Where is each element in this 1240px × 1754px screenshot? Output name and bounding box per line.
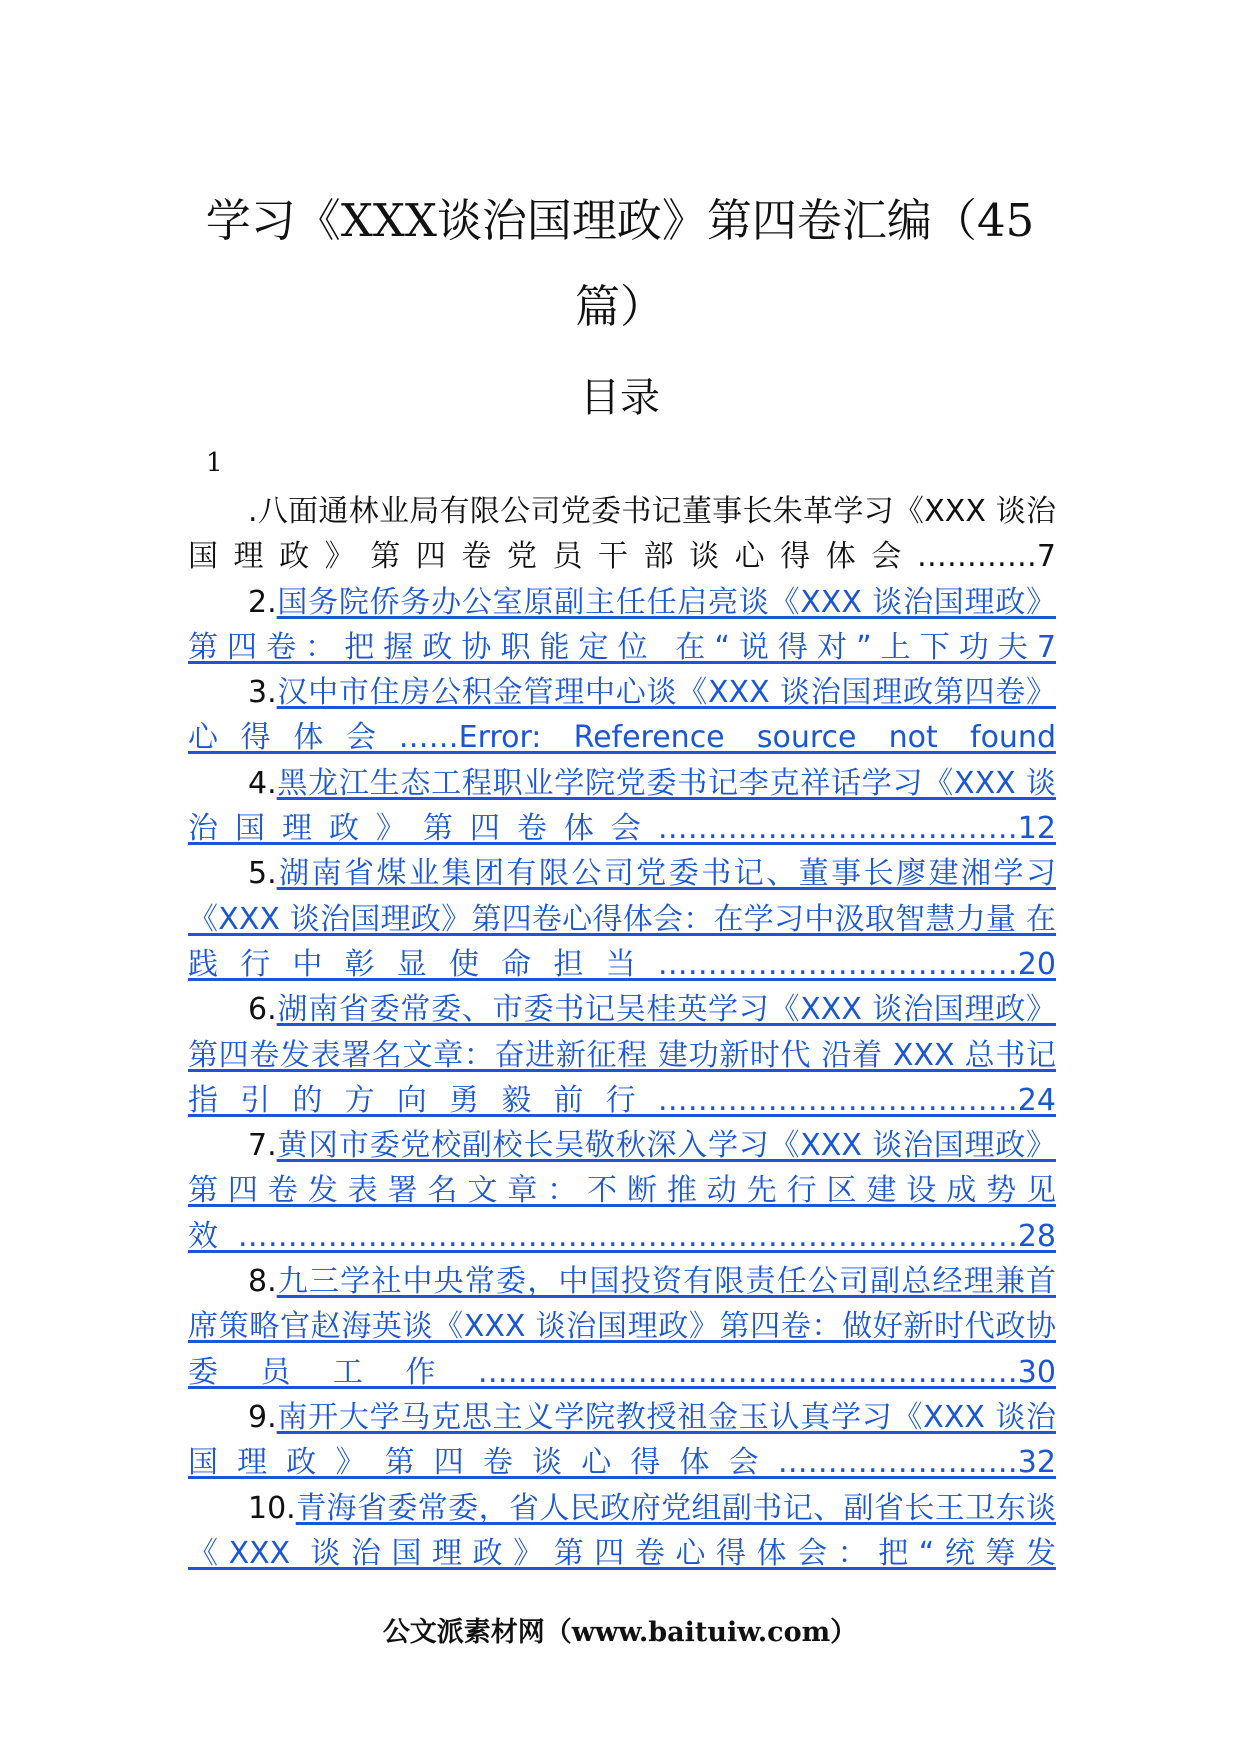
document-title [150,178,1090,350]
toc-entry-link[interactable]: 青海省委常委，省人民政府党组副书记、副省长王卫东谈《XXX 谈治国理政》第四卷心得体会：把“统筹发 [188,1490,1056,1571]
toc-entry[interactable] [188,1123,1056,1259]
toc-entry [188,489,1056,580]
footer-watermark: 公文派素材网（www.baituiw.com） [382,1617,858,1648]
title-line-1: 学习《XXX谈治国理政》第四卷汇编（45 [205,194,1035,247]
toc-entry-link[interactable]: 汉中市住房公积金管理中心谈《XXX 谈治国理政第四卷》心得体会……Error: Reference source not found [188,675,1056,756]
toc-entry[interactable] [188,1486,1056,1577]
toc-entry-link[interactable]: 湖南省煤业集团有限公司党委书记、董事长廖建湘学习《XXX 谈治国理政》第四卷心得体会：在学习中汲取智慧力量 在践行中彰显使命担当………………………………20 [188,856,1056,982]
toc-entry-number: 9. [248,1399,277,1435]
toc-entry[interactable] [188,580,1056,671]
table-of-contents [188,489,1056,1576]
toc-entry[interactable] [188,987,1056,1123]
toc-entry-link[interactable]: 黄冈市委党校副校长吴敬秋深入学习《XXX 谈治国理政》第四卷发表署名文章：不断推动先行区建设成势见效……………………………………………………………………28 [188,1128,1056,1254]
toc-entry[interactable] [188,1259,1056,1395]
toc-entry-link[interactable]: 南开大学马克思主义学院教授祖金玉认真学习《XXX 谈治国理政》第四卷谈心得体会……………………32 [188,1399,1056,1481]
toc-entry[interactable] [188,851,1056,987]
toc-entry-number: 10. [248,1490,296,1526]
toc-entry-link[interactable]: 国务院侨务办公室原副主任任启亮谈《XXX 谈治国理政》第四卷：把握政协职能定位 在“说得对”上下功夫7 [188,584,1056,665]
toc-entry[interactable] [188,761,1056,852]
toc-entry-number: 8. [248,1264,277,1300]
title-line-2: 篇） [574,280,665,333]
toc-entry-link[interactable]: 黑龙江生态工程职业学院党委书记李克祥话学习《XXX 谈治国理政》第四卷体会………………………………12 [188,765,1056,847]
toc-entry[interactable] [188,670,1056,761]
toc-entry[interactable] [188,1395,1056,1486]
toc-entry-number: 4. [248,765,277,801]
toc-entry-link[interactable]: 九三学社中央常委，中国投资有限责任公司副总经理兼首席策略官赵海英谈《XXX 谈治国理政》第四卷：做好新时代政协委员工作………………………………………………30 [188,1264,1056,1390]
toc-entry-number: 6. [248,992,277,1028]
toc-entry-number: 2. [248,584,277,620]
toc-number-marker: 1 [206,448,223,478]
toc-entry-number: 3. [248,675,277,711]
toc-entry-link[interactable]: 湖南省委常委、市委书记吴桂英学习《XXX 谈治国理政》第四卷发表署名文章：奋进新征程 建功新时代 沿着 XXX 总书记指引的方向勇毅前行………………………………24 [188,992,1056,1118]
toc-entry-text: .八面通林业局有限公司党委书记董事长朱革学习《XXX 谈治国理政》第四卷党员干部谈心得体会…………7 [188,494,1056,575]
toc-heading: 目录 [580,375,660,421]
toc-entry-number: 7. [248,1128,277,1164]
toc-entry-number: 5. [248,856,277,892]
